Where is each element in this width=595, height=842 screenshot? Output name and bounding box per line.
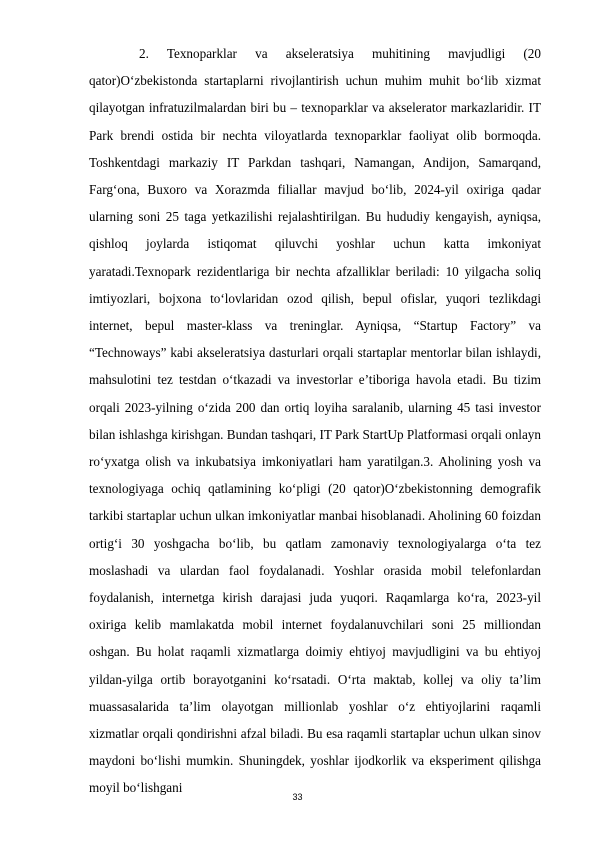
- page-number: 33: [292, 792, 303, 802]
- body-paragraph: 2. Texnoparklar va akseleratsiya muhitining mavjudligi (20 qator)O‘zbekistonda startaplarni rivojlantirish uchun muhim muhit bo‘lib xizmat qilayotgan infratuzilmalardan biri bu – texnoparklar va akselerator markazlaridir. IT Park brendi ostida bir nechta viloyatlarda texnoparklar faoliyat olib bormoqda. Toshkentdagi markaziy IT Parkdan tashqari, Namangan, Andijon, Samarqand, Farg‘ona, Buxoro va Xorazmda filiallar mavjud bo‘lib, 2024-yil oxiriga qadar ularning soni 25 taga yetkazilishi rejalashtirilgan. Bu hududiy kengayish, ayniqsa, qishloq joylarda istiqomat qiluvchi yoshlar uchun katta imkoniyat yaratadi.Texnopark rezidentlariga bir nechta afzalliklar beriladi: 10 yilgacha soliq imtiyozlari, bojxona to‘lovlaridan ozod qilish, bepul ofislar, yuqori tezlikdagi internet, bepul master-klass va treninglar. Ayniqsa, “Startup Factory” va “Technoways” kabi akseleratsiya dasturlari orqali startaplar mentorlar bilan ishlaydi, mahsulotini tez testdan o‘tkazadi va investorlar e’tiboriga havola etadi. Bu tizim orqali 2023-yilning o‘zida 200 dan ortiq loyiha saralanib, ularning 45 tasi investor bilan ishlashga kirishgan. Bundan tashqari, IT Park StartUp Platformasi orqali onlayn ro‘yxatga olish va inkubatsiya imkoniyatlari ham yaratilgan.3. Aholining yosh va texnologiyaga ochiq qatlamining ko‘pligi (20 qator)O‘zbekistonning demografik tarkibi startaplar uchun ulkan imkoniyatlar manbai hisoblanadi. Aholining 60 foizdan ortig‘i 30 yoshgacha bo‘lib, bu qatlam zamonaviy texnologiyalarga o‘ta tez moslashadi va ulardan faol foydalanadi. Yoshlar orasida mobil telefonlardan foydalanish, internetga kirish darajasi juda yuqori. Raqamlarga ko‘ra, 2023-yil oxiriga kelib mamlakatda mobil internet foydalanuvchilari soni 25 milliondan oshgan. Bu holat raqamli xizmatlarga doimiy ehtiyoj mavjudligini va bu ehtiyoj yildan-yilga ortib borayotganini ko‘rsatadi. O‘rta maktab, kollej va oliy ta’lim muassasalarida ta’lim olayotgan millionlab yoshlar o‘z ehtiyojlarini raqamli xizmatlar orqali qondirishni afzal biladi. Bu esa raqamli startaplar uchun ulkan sinov maydoni bo‘lishi mumkin. Shuningdek, yoshlar ijodkorlik va eksperiment qilishga moyil bo‘lishgani: [89, 46, 541, 796]
